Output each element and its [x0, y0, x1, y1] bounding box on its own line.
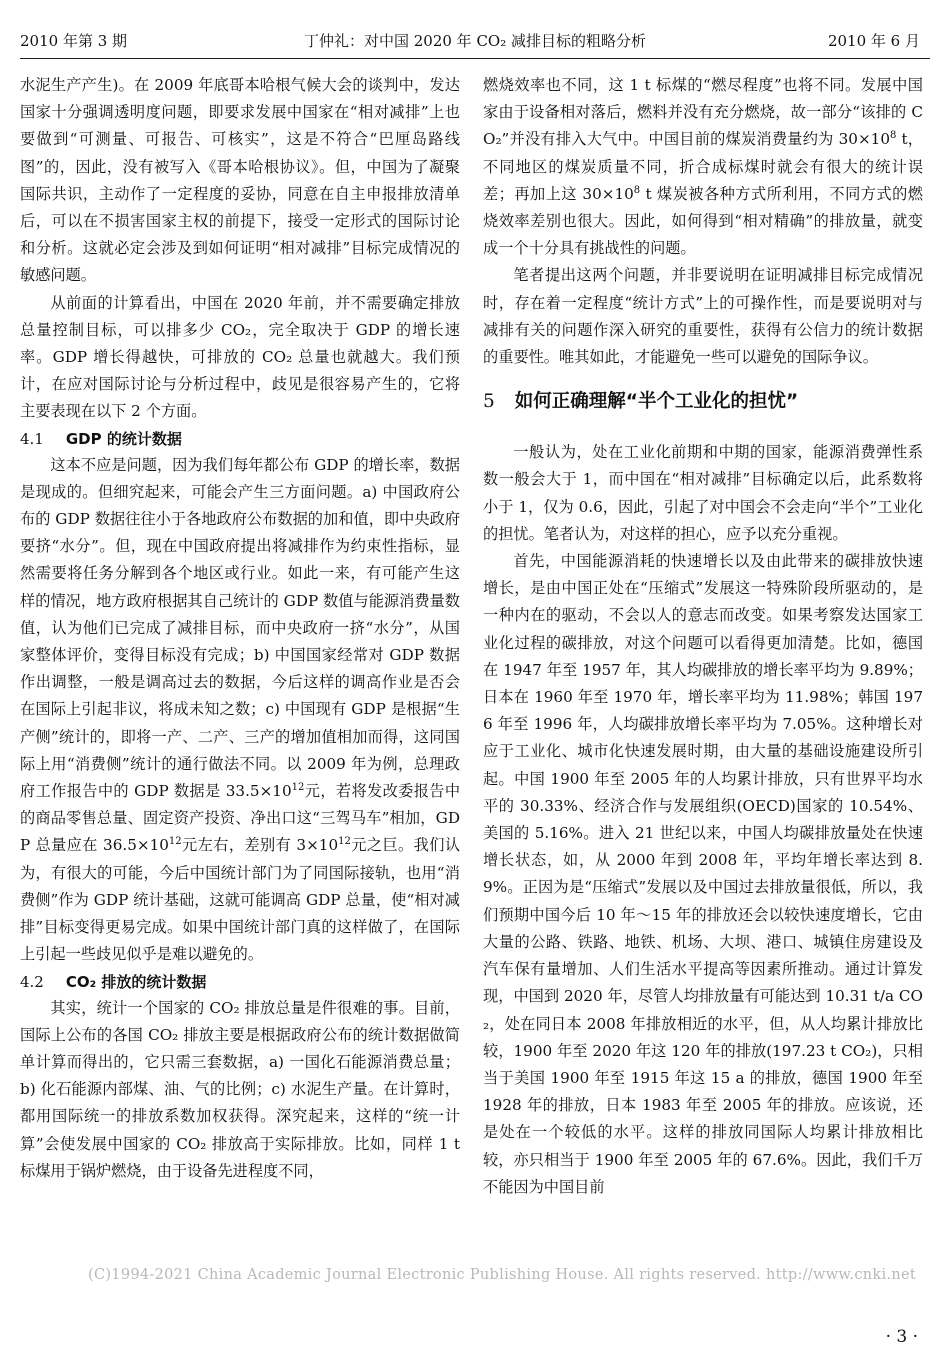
- section-title: 如何正确理解“半个工业化的担忧”: [514, 391, 799, 413]
- page-header: [0, 0, 950, 60]
- journal-issue: 2010 年第 3 期: [20, 32, 128, 50]
- page-number: · 3 ·: [885, 1327, 918, 1347]
- subsection-number: 4.1: [20, 429, 44, 448]
- subsection-number: 4.2: [20, 972, 44, 991]
- left-column: [20, 72, 460, 1185]
- header-rule: [20, 58, 930, 59]
- paragraph: 燃烧效率也不同，这 1 t 标煤的“燃尽程度”也将不同。发展中国家由于设备相对落后，燃料并没有充分燃烧，故一部分“该排的 CO₂”并没有排入大气中。中国目前的煤炭消费量约为 $30\times 10^8$ t，不同地区的煤炭质量不同，折合成标煤时就会有很大的统计误差；再加上这 $30\times 10^8$ t 煤炭被各种方式所利用，不同方式的燃烧效率差别也很大。因此，如何得到“相对精确”的排放量，就变成一个十分具有挑战性的问题。: [483, 76, 923, 258]
- subsection-title: GDP 的统计数据: [65, 429, 182, 448]
- section-heading-5: [483, 387, 923, 417]
- paragraph: 一般认为，处在工业化前期和中期的国家，能源消费弹性系数一般会大于 1，而中国在“相对减排”目标确定以后，此系数将小于 1，仅为 0.6，因此，引起了对中国会不会走向“半个”工业化的担忧。笔者认为，对这样的担心，应予以充分重视。: [483, 443, 923, 543]
- copyright-watermark: (C)1994-2021 China Academic Journal Electronic Publishing House. All rights reserved. http://www.cnki.net: [88, 1267, 916, 1283]
- paragraph: 首先，中国能源消耗的快速增长以及由此带来的碳排放快速增长，是由中国正处在“压缩式”发展这一特殊阶段所驱动的，是一种内在的驱动，不会以人的意志而改变。如果考察发达国家工业化过程的碳排放，对这个问题可以看得更加清楚。比如，德国在 1947 年至 1957 年，其人均碳排放的增长率平均为 9.89%；日本在 1960 年至 1970 年，增长率平均为 11.98%；韩国 1976 年至 1996 年，人均碳排放增长率平均为 7.05%。这种增长对应于工业化、城市化快速发展时期，由大量的基础设施建设所引起。中国 1900 年至 2005 年的人均累计排放，只有世界平均水平的 30.33%、经济合作与发展组织(OECD)国家的 10.54%、美国的 5.16%。进入 21 世纪以来，中国人均碳排放量处在快速增长状态，如，从 2000 年到 2008 年，平均年增长率达到 8.9%。正因为是“压缩式”发展以及中国过去排放量很低，所以，我们预期中国今后 10 年～15 年的排放还会以较快速度增长，它由大量的公路、铁路、地铁、机场、大坝、港口、城镇住房建设及汽车保有量增加、人们生活水平提高等因素所推动。通过计算发现，中国到 2020 年，尽管人均排放量有可能达到 10.31 t/a CO₂，处在同日本 2008 年排放相近的水平，但，从人均累计排放比较，1900 年至 2020 年这 120 年的排放(197.23 t CO₂)，只相当于美国 1900 年至 1915 年这 15 a 的排放，德国 1900 年至 1928 年的排放，日本 1983 年至 2005 年的排放。应该说，还是处在一个较低的水平。这样的排放同国际人均累计排放相比较，亦只相当于 1900 年至 2005 年的 67.6%。因此，我们千万不能因为中国目前: [483, 552, 923, 1196]
- subsection-heading-4-1: [20, 426, 460, 452]
- subsection-heading-4-2: [20, 969, 460, 995]
- running-title: 丁仲礼：对中国 2020 年 CO₂ 减排目标的粗略分析: [303, 32, 647, 50]
- paragraph: 其实，统计一个国家的 CO₂ 排放总量是件很难的事。目前，国际上公布的各国 CO₂ 排放主要是根据政府公布的统计数据做简单计算而得出的，它只需三套数据，a) 一国化石能源消费总量；b) 化石能源内部煤、油、气的比例；c) 水泥生产量。在计算时，都用国际统一的排放系数加权获得。深究起来，这样的“统一计算”会使发展中国家的 CO₂ 排放高于实际排放。比如，同样 1 t 标煤用于锅炉燃烧，由于设备先进程度不同，: [20, 998, 460, 1180]
- paragraph: 笔者提出这两个问题，并非要说明在证明减排目标完成情况时，存在着一定程度“统计方式”上的可操作性，而是要说明对与减排有关的问题作深入研究的重要性，获得有公信力的统计数据的重要性。唯其如此，才能避免一些可以避免的国际争议。: [483, 266, 923, 367]
- right-column: [483, 72, 923, 1201]
- paragraph: 从前面的计算看出，中国在 2020 年前，并不需要确定排放总量控制目标，可以排多少 CO₂，完全取决于 GDP 的增长速率。GDP 增长得越快，可排放的 CO₂ 总量也就越大。我们预计，在应对国际讨论与分析过程中，歧见是很容易产生的，它将主要表现在以下 2 个方面。: [20, 293, 460, 421]
- paragraph: 水泥生产产生)。在 2009 年底哥本哈根气候大会的谈判中，发达国家十分强调透明度问题，即要求发展中国家在“相对减排”上也要做到“可测量、可报告、可核实”，这是不符合“巴厘岛路线图”的，因此，没有被写入《哥本哈根协议》。但，中国为了凝聚国际共识，主动作了一定程度的妥协，同意在自主申报排放清单后，可以在不损害国家主权的前提下，接受一定形式的国际讨论和分析。这就必定会涉及到如何证明“相对减排”目标完成情况的敏感问题。: [20, 76, 460, 285]
- paragraph: 这本不应是问题，因为我们每年都公布 GDP 的增长率，数据是现成的。但细究起来，可能会产生三方面问题。a) 中国政府公布的 GDP 数据往往小于各地政府公布数据的加和值，即中央政府要挤“水分”。但，现在中国政府提出将减排作为约束性指标，显然需要将任务分解到各个地区或行业。如此一来，有可能产生这样的情况，地方政府根据其自己统计的 GDP 数值与能源消费量数值，认为他们已完成了减排目标，而中央政府一挤“水分”，从国家整体评价，变得目标没有完成；b) 中国国家经常对 GDP 数据作出调整，一般是调高过去的数据，今后这样的调高作业是否会在国际上引起非议，将成未知之数；c) 中国现有 GDP 是根据“生产侧”统计的，即将一产、二产、三产的增加值相加而得，这同国际上用“消费侧”统计的通行做法不同。以 2009 年为例，总理政府工作报告中的 GDP 数据是 $33.5\times 10^{12}$元，若将发改委报告中的商品零售总量、固定资产投资、净出口这“三驾马车”相加，GDP 总量应在 $36.5\times 10^{12}$元左右，差别有 $3\times 10^{12}$元之巨。我们认为，有很大的可能，今后中国统计部门为了同国际接轨，也用“消费侧”作为 GDP 统计基础，这就可能调高 GDP 总量，使“相对减排”目标变得更易完成。如果中国统计部门真的这样做了，在国际上引起一些歧见似乎是难以避免的。: [20, 455, 461, 964]
- publication-date: 2010 年 6 月: [827, 32, 920, 50]
- subsection-title: CO₂ 排放的统计数据: [65, 972, 207, 991]
- section-number: 5: [483, 391, 495, 413]
